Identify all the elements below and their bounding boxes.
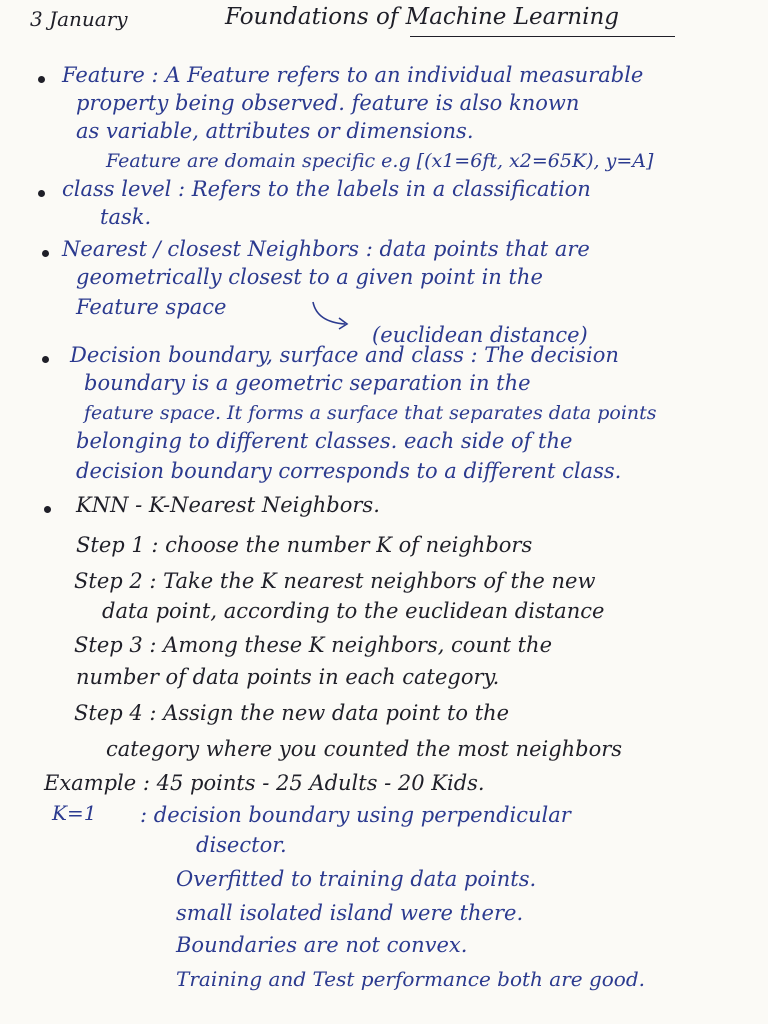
note-line: decision boundary corresponds to a different class. — [76, 459, 622, 483]
note-line: data point, according to the euclidean distance — [102, 599, 605, 623]
note-line: Step 3 : Among these K neighbors, count the — [74, 633, 553, 657]
note-line: Feature space — [76, 295, 227, 319]
note-line: feature space. It forms a surface that separates data points — [84, 402, 657, 424]
note-line: belonging to different classes. each side of the — [76, 429, 573, 453]
note-line: Feature : A Feature refers to an individual measurable — [62, 63, 644, 87]
note-line: boundary is a geometric separation in the — [84, 371, 531, 395]
note-line: KNN - K-Nearest Neighbors. — [76, 493, 380, 517]
note-line: number of data points in each category. — [76, 665, 500, 689]
note-line: Example : 45 points - 25 Adults - 20 Kids. — [44, 771, 485, 795]
bullet-feature — [38, 76, 45, 83]
note-line: Boundaries are not convex. — [176, 933, 468, 957]
bullet-class-level — [38, 190, 45, 197]
note-line: Step 1 : choose the number K of neighbors — [76, 533, 533, 557]
note-line: Decision boundary, surface and class : The decision — [70, 343, 619, 367]
note-line: geometrically closest to a given point in the — [76, 265, 543, 289]
date-heading: 3 January — [30, 7, 128, 31]
page-title: Foundations of Machine Learning — [225, 4, 619, 30]
note-line: : decision boundary using perpendicular — [140, 803, 571, 827]
note-line: task. — [100, 205, 152, 229]
note-line: Nearest / closest Neighbors : data points that are — [62, 237, 590, 261]
note-line: as variable, attributes or dimensions. — [76, 119, 474, 143]
note-line: class level : Refers to the labels in a classification — [62, 177, 591, 201]
note-line: Step 2 : Take the K nearest neighbors of the new — [74, 569, 596, 593]
note-line: category where you counted the most neighbors — [106, 737, 623, 761]
note-line: disector. — [196, 833, 287, 857]
bullet-decision-boundary — [42, 356, 49, 363]
note-line: Step 4 : Assign the new data point to the — [74, 701, 510, 725]
note-line: (euclidean distance) — [372, 323, 588, 347]
bullet-nearest-neighbors — [42, 250, 49, 257]
note-line: Training and Test performance both are good. — [176, 967, 645, 991]
note-line: Overfitted to training data points. — [176, 867, 537, 891]
arrow-icon — [305, 298, 365, 334]
note-line: property being observed. feature is also known — [76, 91, 580, 115]
note-line: K=1 — [52, 801, 97, 825]
bullet-knn — [44, 506, 51, 513]
title-underline — [410, 36, 675, 37]
note-line: small isolated island were there. — [176, 901, 524, 925]
note-line: Feature are domain specific e.g [(x1=6ft, x2=65K), y=A] — [106, 150, 654, 172]
